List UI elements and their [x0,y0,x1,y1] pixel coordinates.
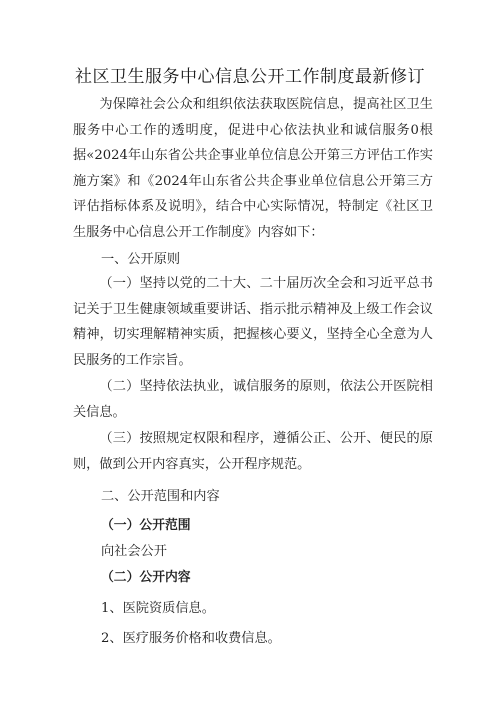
subheading-scope: （一）公开范围 [101,518,191,533]
principle-paragraph-1: （一）坚持以党的二十大、二十届历次全会和习近平总书记关于卫生健康领域重要讲话、指示批示精神及上级工作会议精神，切实理解精神实质，把握核心要义，坚持全心全意为人民服务的工作宗旨。 [73,276,433,368]
subheading-content: （二）公开内容 [101,570,191,585]
content-item-1: 1、医院资质信息。 [101,601,215,616]
section-heading-scope: 二、公开范围和内容 [101,489,220,504]
principle-paragraph-2: （二）坚持依法执业，诚信服务的原则，依法公开医院相关信息。 [73,379,433,420]
content-item-2: 2、医疗服务价格和收费信息。 [101,631,281,646]
section-heading-principles: 一、公开原则 [101,252,181,267]
scope-text: 向社会公开 [101,544,167,559]
document-title: 社区卫生服务中心信息公开工作制度最新修订 [75,67,425,87]
intro-paragraph: 为保障社会公众和组织依法获取医院信息，提高社区卫生服务中心工作的透明度，促进中心依法执业和诚信服务0根据«2024年山东省公共企事业单位信息公开第三方评估工作实施方案》和《2024年山东省公共企事业单位信息公开第三方评估指标体系及说明》，结合中心实际情况，特制定《社区卫生服务中心信息公开工作制度》内容如下： [73,97,433,240]
principle-paragraph-3: （三）按照规定权限和程序，遵循公正、公开、便民的原则，做到公开内容真实，公开程序规范。 [73,431,433,472]
